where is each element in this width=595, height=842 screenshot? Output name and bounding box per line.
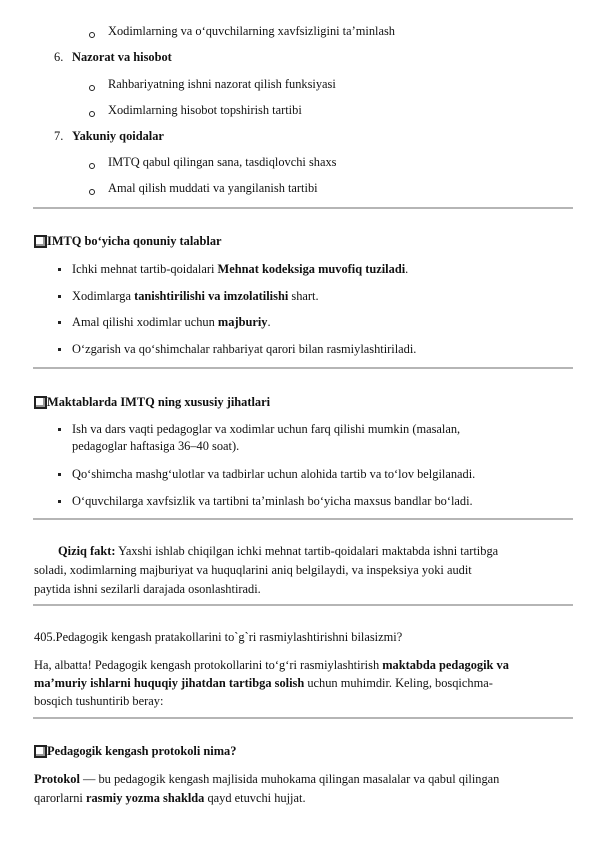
answer-line: Ha, albatta! Pedagogik kengash protokollarini to‘g‘ri rasmiylashtirish maktabda pedagogik va	[34, 658, 509, 672]
fact-line: soladi, xodimlarning majburiyat va huquqlarini aniq belgilaydi, va inspeksiya yoki audit	[34, 563, 472, 577]
list-item-line: pedagoglar haftasiga 36–40 soat).	[72, 439, 240, 453]
section-heading: Pedagogik kengash protokoli nima?	[47, 744, 237, 758]
list-item: Ichki mehnat tartib-qoidalari Mehnat kodeksiga muvofiq tuziladi.	[72, 262, 409, 276]
definition-line: Protokol — bu pedagogik kengash majlisida muhokama qilingan masalalar va qabul qilingan	[34, 772, 500, 786]
hollow-bullet-icon	[89, 189, 95, 195]
clipboard-emoji-icon	[34, 745, 47, 758]
divider	[33, 518, 573, 520]
list-item: O‘zgarish va qo‘shimchalar rahbariyat qarori bilan rasmiylashtiriladi.	[72, 342, 417, 356]
number-emoji-icon	[34, 396, 47, 409]
bullet-icon	[58, 348, 61, 351]
divider	[33, 367, 573, 369]
question-text: 405.Pedagogik kengash pratakollarini to`g`ri rasmiylashtirishni bilasizmi?	[34, 630, 403, 644]
bullet-icon	[58, 268, 61, 271]
bullet-icon	[58, 428, 61, 431]
answer-line: bosqich tushuntirib beray:	[34, 694, 164, 708]
fact-line: Qiziq fakt: Yaxshi ishlab chiqilgan ichki mehnat tartib-qoidalari maktabda ishni tartibga	[58, 544, 499, 558]
divider	[33, 207, 573, 209]
hollow-bullet-icon	[89, 85, 95, 91]
list-item: Amal qilishi xodimlar uchun majburiy.	[72, 315, 271, 329]
list-subitem: Rahbariyatning ishni nazorat qilish funksiyasi	[108, 77, 336, 91]
list-item: O‘quvchilarga xavfsizlik va tartibni ta’minlash bo‘yicha maxsus bandlar bo‘ladi.	[72, 494, 473, 508]
divider	[33, 604, 573, 606]
list-item: Qo‘shimcha mashg‘ulotlar va tadbirlar uchun alohida tartib va to‘lov belgilanadi.	[72, 467, 476, 481]
number-emoji-icon	[34, 235, 47, 248]
list-subitem: Xodimlarning hisobot topshirish tartibi	[108, 103, 302, 117]
hollow-bullet-icon	[89, 163, 95, 169]
list-number: 7.	[54, 129, 64, 143]
bullet-icon	[58, 500, 61, 503]
list-subitem: IMTQ qabul qilingan sana, tasdiqlovchi shaxs	[108, 155, 337, 169]
answer-line: ma’muriy ishlarni huquqiy jihatdan tartibga solish uchun muhimdir. Keling, bosqichma-	[34, 676, 493, 690]
list-item-line: Ish va dars vaqti pedagoglar va xodimlar uchun farq qilishi mumkin (masalan,	[72, 422, 461, 436]
fact-line: paytida ishni sezilarli darajada osonlashtiradi.	[34, 582, 261, 596]
section-heading: Maktablarda IMTQ ning xususiy jihatlari	[47, 395, 271, 409]
hollow-bullet-icon	[89, 111, 95, 117]
divider	[33, 717, 573, 719]
bullet-icon	[58, 473, 61, 476]
hollow-bullet-icon	[89, 32, 95, 38]
definition-line: qarorlarni rasmiy yozma shaklda qayd etuvchi hujjat.	[34, 791, 306, 805]
bullet-icon	[58, 321, 61, 324]
list-item-title: Yakuniy qoidalar	[72, 129, 164, 143]
bullet-icon	[58, 295, 61, 298]
list-item: Xodimlarga tanishtirilishi va imzolatilishi shart.	[72, 289, 319, 303]
list-subitem: Amal qilish muddati va yangilanish tartibi	[108, 181, 318, 195]
list-subitem: Xodimlarning va o‘quvchilarning xavfsizligini ta’minlash	[108, 24, 395, 38]
list-item-title: Nazorat va hisobot	[72, 50, 172, 64]
section-heading: IMTQ bo‘yicha qonuniy talablar	[47, 234, 222, 248]
list-number: 6.	[54, 50, 64, 64]
